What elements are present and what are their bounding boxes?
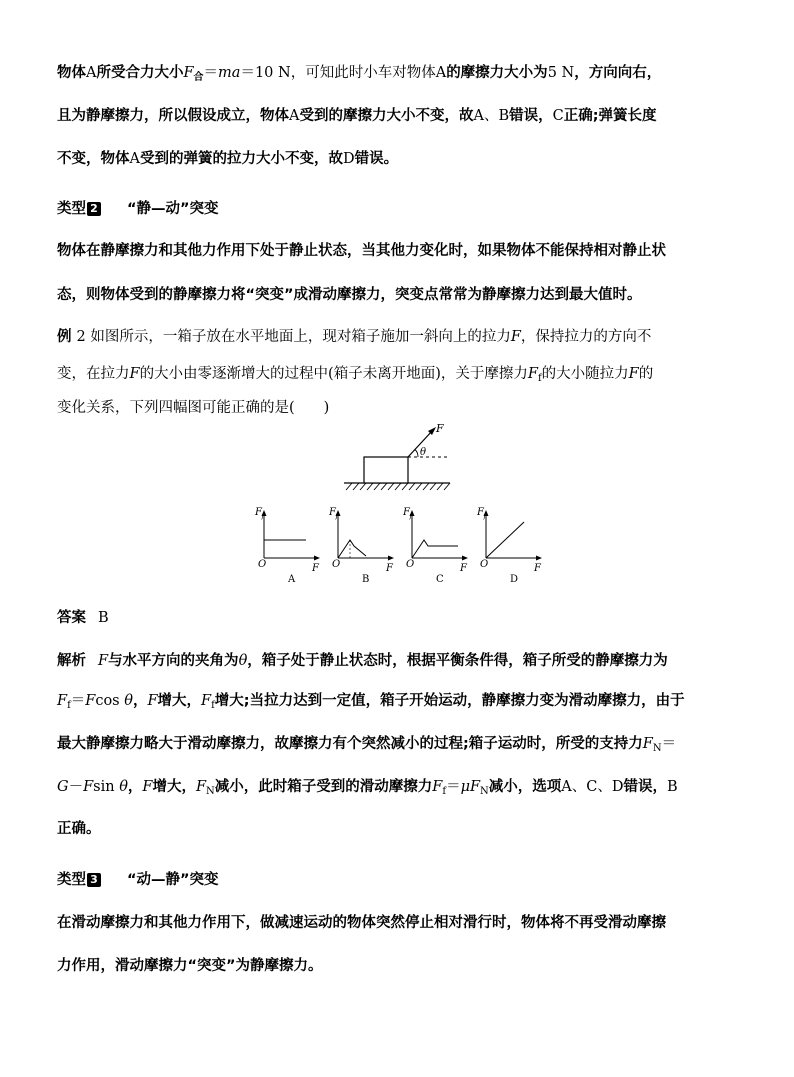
analysis-line3: 最大静摩擦力略大于滑动摩擦力，故摩擦力有个突然减小的过程;箱子运动时，所受的支持力$F_N=$ <box>57 736 677 754</box>
graph-b-y-sub: f <box>335 512 339 520</box>
graph-c-y-sub: f <box>409 512 413 520</box>
answer-label: 答案 <box>57 610 86 626</box>
type3-desc-line1: 在滑动摩擦力和其他力作用下，做减速运动的物体突然停止相对滑行时，物体将不再受滑动摩擦 <box>57 915 666 931</box>
para1-line3: 不变，物体A受到的弹簧的拉力大小不变，故D错误。 <box>57 151 399 167</box>
analysis-line2: $F_f=Fcos$ θ，F增大，$F_f$增大;当拉力达到一定值，箱子开始运动，静摩擦力变为滑动摩擦力，由于 <box>57 693 685 711</box>
analysis-line4: G－Fsin θ，F增大，$F_N$减小，此时箱子受到的滑动摩擦力$F_f=\mu F_N$减小，选项A、C、D错误，B <box>57 779 678 797</box>
graph-b-y-label: F <box>329 507 336 518</box>
angle-arc <box>415 450 418 458</box>
graph-a <box>254 507 320 585</box>
analysis-line1: 解析 F与水平方向的夹角为θ，箱子处于静止状态时，根据平衡条件得，箱子所受的静摩擦力为 <box>57 653 668 669</box>
type2-label: 类型 <box>57 201 86 217</box>
force-label: F <box>436 422 444 435</box>
type2-desc-line1: 物体在静摩擦力和其他力作用下处于静止状态，当其他力变化时，如果物体不能保持相对静止状 <box>57 243 666 259</box>
analysis-label: 解析 <box>57 653 86 669</box>
graph-c-option-label: C <box>436 574 444 585</box>
option-graphs <box>250 500 550 595</box>
graph-a-option-label: A <box>288 574 296 585</box>
example-label: 例 <box>57 329 72 345</box>
type2-heading <box>57 199 747 219</box>
graph-b <box>328 507 394 585</box>
answer-line <box>57 608 747 628</box>
graph-b-origin: O <box>332 559 341 570</box>
graph-b-x-label: F <box>386 563 393 574</box>
graph-d-origin: O <box>480 559 489 570</box>
type3-number-badge: 3 <box>87 873 101 887</box>
example-line3: 变化关系，下列四幅图可能正确的是( ) <box>57 400 330 416</box>
graph-c-y-label: F <box>403 507 410 518</box>
type3-label: 类型 <box>57 872 86 888</box>
type3-heading <box>57 870 747 890</box>
para1-line1: 物体A所受合力大小$F_合=ma=10$ N，可知此时小车对物体A的摩擦力大小为5 N，方向向右， <box>57 65 662 83</box>
box <box>364 457 408 483</box>
para1-line2: 且为静摩擦力，所以假设成立，物体A受到的摩擦力大小不变，故A、B错误，C正确;弹簧长度 <box>57 108 657 124</box>
answer-value: B <box>98 610 109 626</box>
type2-desc-line2: 态，则物体受到的静摩擦力将“突变”成滑动摩擦力，突变点常常为静摩擦力达到最大值时。 <box>57 287 642 303</box>
graph-c-origin: O <box>406 559 415 570</box>
angle-label: θ <box>420 447 427 458</box>
graph-b-curve <box>338 540 366 558</box>
graph-d-curve <box>486 522 524 558</box>
graph-d <box>476 507 542 585</box>
analysis-line5: 正确。 <box>57 821 101 837</box>
graph-c <box>402 507 468 585</box>
graph-d-y-sub: f <box>483 512 487 520</box>
graph-d-y-label: F <box>477 507 484 518</box>
graph-c-x-label: F <box>460 563 467 574</box>
type3-title: “动—静”突变 <box>127 872 219 888</box>
graph-d-x-label: F <box>534 563 541 574</box>
type3-desc-line2: 力作用，滑动摩擦力“突变”为静摩擦力。 <box>57 958 323 974</box>
graph-a-x-label: F <box>312 563 319 574</box>
example-line2: 变，在拉力F的大小由零逐渐增大的过程中(箱子未离开地面)，关于摩擦力$F_f$的大小随拉力F的 <box>57 366 654 384</box>
ground-hatching <box>346 483 450 490</box>
graph-b-option-label: B <box>362 574 370 585</box>
graph-a-y-sub: f <box>261 512 265 520</box>
graph-c-curve <box>412 540 458 558</box>
graph-a-origin: O <box>258 559 267 570</box>
type2-number-badge: 2 <box>87 202 101 216</box>
graph-a-y-label: F <box>255 507 262 518</box>
graph-d-option-label: D <box>510 574 519 585</box>
box-force-diagram <box>340 420 480 495</box>
type2-title: “静—动”突变 <box>127 201 219 217</box>
example-line1: 例 2 如图所示，一箱子放在水平地面上，现对箱子施加一斜向上的拉力F，保持拉力的方向不 <box>57 329 652 345</box>
